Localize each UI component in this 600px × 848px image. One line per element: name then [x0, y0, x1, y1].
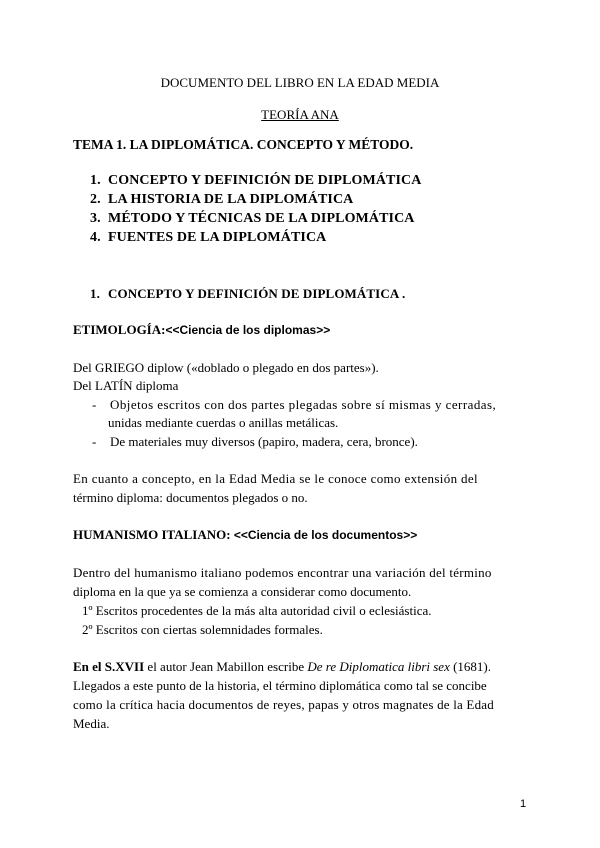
section-heading-1: 1. CONCEPTO Y DEFINICIÓN DE DIPLOMÁTICA .: [90, 286, 406, 301]
humanism-item-2: 2º Escritos con ciertas solemnidades formales.: [82, 622, 323, 637]
bullet-1: - Objetos escritos con dos partes plegadas sobre sí mismas y cerradas,: [92, 397, 497, 412]
bullet-2: - De materiales muy diversos (papiro, madera, cera, bronce).: [92, 434, 418, 449]
document-subtitle: [0, 107, 600, 123]
concept-line-2: término diploma: documentos plegados o no.: [73, 490, 308, 505]
toc-item-1: 1. CONCEPTO Y DEFINICIÓN DE DIPLOMÁTICA: [90, 173, 422, 188]
humanism-heading: HUMANISMO ITALIANO: <<Ciencia de los documentos>>: [73, 527, 418, 542]
mabillon-line-3: como la crítica hacia documentos de reyes, papas y otros magnates de la Edad: [73, 697, 494, 712]
concept-line-1: En cuanto a concepto, en la Edad Media se le conoce como extensión del: [73, 471, 478, 486]
mabillon-line-2: Llegados a este punto de la historia, el término diplomática como tal se concibe: [73, 678, 487, 693]
document-title: DOCUMENTO DEL LIBRO EN LA EDAD MEDIA: [160, 75, 440, 90]
bullet-1-cont: unidas mediante cuerdas o anillas metálicas.: [108, 415, 339, 430]
toc-item-2: 2. LA HISTORIA DE LA DIPLOMÁTICA: [90, 192, 354, 207]
humanism-line-2: diploma en la que ya se comienza a considerar como documento.: [73, 584, 412, 599]
topic-heading: TEMA 1. LA DIPLOMÁTICA. CONCEPTO Y MÉTODO.: [73, 137, 414, 152]
humanism-item-1: 1º Escritos procedentes de la más alta autoridad civil o eclesiástica.: [82, 603, 432, 618]
mabillon-line-4: Media.: [73, 716, 110, 731]
book-title: De re Diplomatica libri sex: [307, 659, 450, 674]
latin-origin: Del LATÍN diploma: [73, 378, 179, 393]
greek-origin: Del GRIEGO diplow («doblado o plegado en dos partes»).: [73, 360, 379, 375]
humanism-line-1: Dentro del humanismo italiano podemos encontrar una variación del término: [73, 565, 492, 580]
subtitle-text: TEORÍA ANA: [261, 107, 339, 122]
mabillon-line-1: En el S.XVII el autor Jean Mabillon escribe De re Diplomatica libri sex (1681).: [73, 659, 492, 674]
page-number: 1: [520, 798, 527, 810]
toc-item-4: 4. FUENTES DE LA DIPLOMÁTICA: [90, 230, 327, 245]
etymology-heading: ETIMOLOGÍA:<<Ciencia de los diplomas>>: [73, 322, 331, 337]
toc-item-3: 3. MÉTODO Y TÉCNICAS DE LA DIPLOMÁTICA: [90, 211, 415, 226]
